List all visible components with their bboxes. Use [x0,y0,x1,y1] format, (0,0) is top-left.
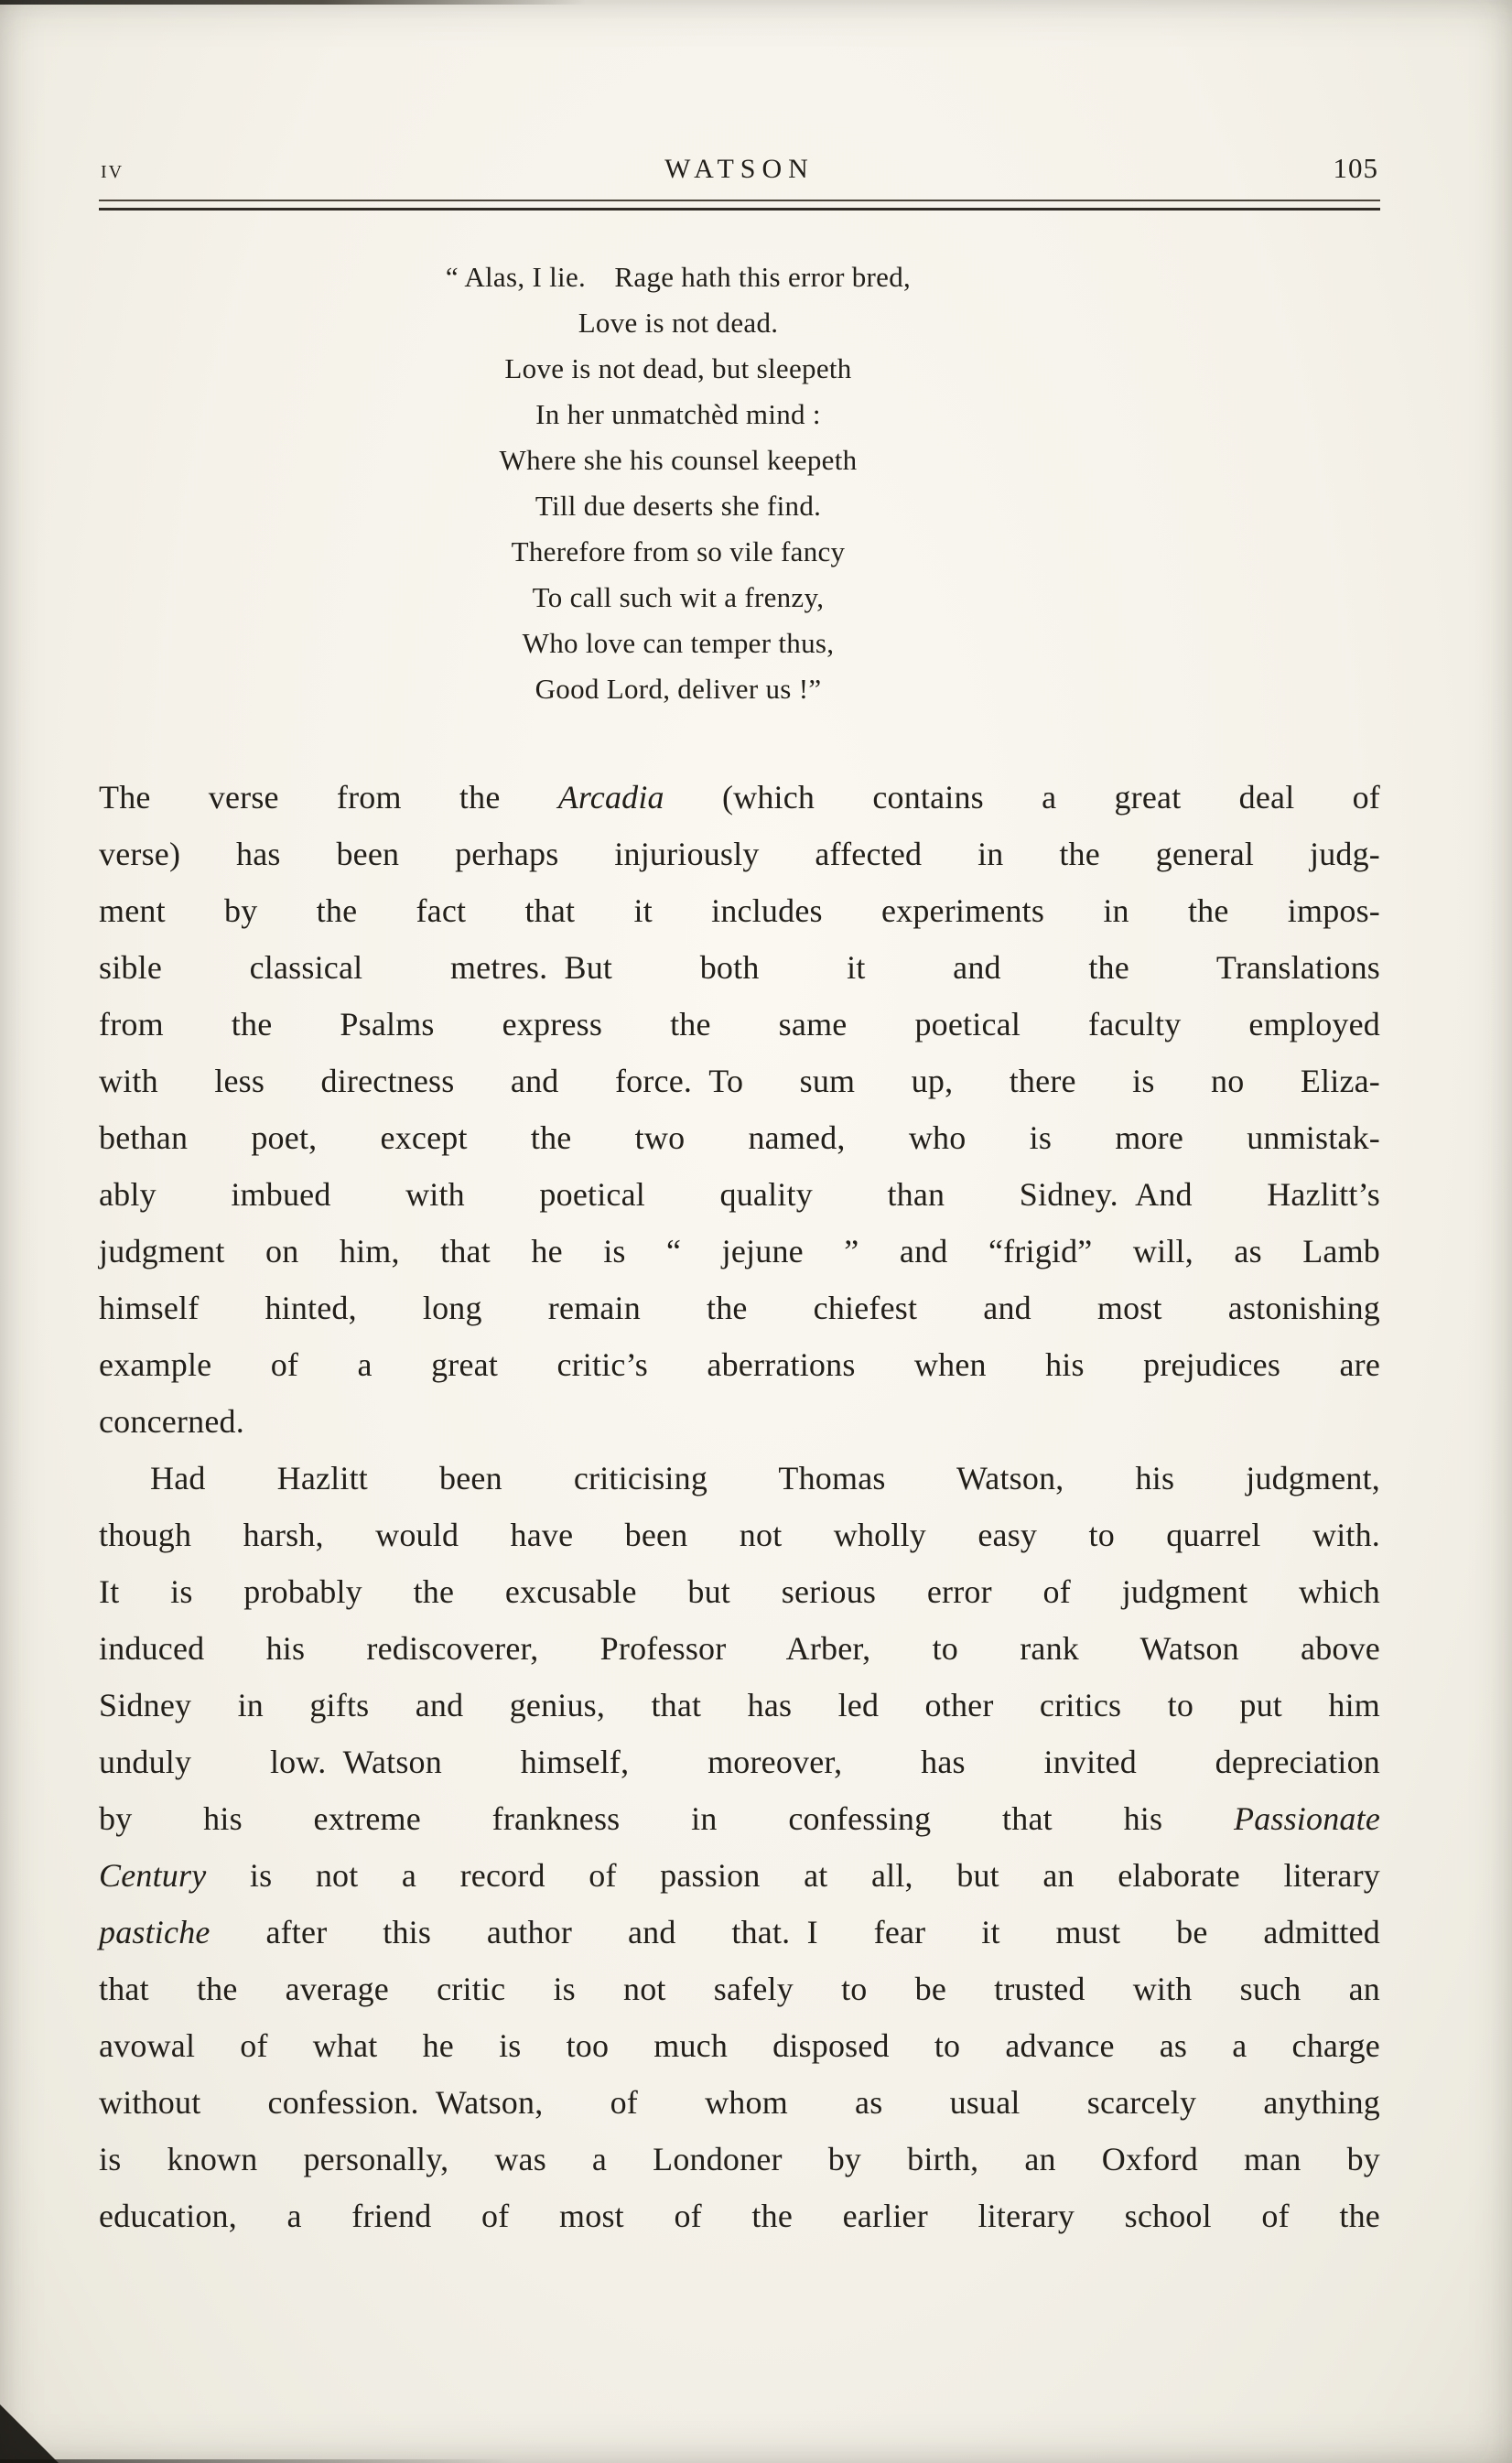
text-line: without confession. Watson, of whom as usual scarcely anything [99,2084,1380,2121]
text-line: by his extreme frankness in confessing that his Passionate [99,1800,1380,1837]
text-line: judgment on him, that he is “ jejune ” and “frigid” will, as Lamb [99,1233,1380,1269]
poem-block [317,254,1040,712]
page-content [99,0,1380,2244]
text-line: avowal of what he is too much disposed to advance as a charge [99,2027,1380,2064]
text-line: Sidney in gifts and genius, that has led other critics to put him [99,1687,1380,1723]
text-line: unduly low. Watson himself, moreover, has invited depreciation [99,1744,1380,1780]
text-line: concerned. [99,1403,244,1440]
text-line: sible classical metres. But both it and the Translations [99,949,1380,986]
text-line: example of a great critic’s aberrations when his prejudices are [99,1346,1380,1383]
poem-line: Love is not dead, but sleepeth [504,352,852,384]
text-line: ment by the fact that it includes experiments in the impos- [99,892,1380,929]
running-head-title: WATSON [664,154,815,184]
text-line: himself hinted, long remain the chiefest and most astonishing [99,1290,1380,1326]
poem-line: Good Lord, deliver us !” [535,673,822,705]
text-line: induced his rediscoverer, Professor Arber, to rank Watson above [99,1630,1380,1667]
paragraph [99,1450,1380,2244]
poem-line: Where she his counsel keepeth [499,444,858,476]
text-line: from the Psalms express the same poetical faculty employed [99,1006,1380,1042]
poem-line: Who love can temper thus, [522,627,835,659]
text-line: is known personally, was a Londoner by birth, an Oxford man by [99,2141,1380,2177]
poem-line: Love is not dead. [578,307,779,339]
poem-line: To call such wit a frenzy, [532,581,825,613]
text-line: though harsh, would have been not wholly easy to quarrel with. [99,1517,1380,1553]
text-line: pastiche after this author and that. I fear it must be admitted [99,1914,1380,1950]
page-number: 105 [1333,152,1378,184]
text-line: Century is not a record of passion at all, but an elaborate literary [99,1857,1380,1894]
text-line: The verse from the Arcadia (which contains a great deal of [99,779,1380,816]
text-line: It is probably the excusable but serious error of judgment which [99,1573,1380,1610]
header-rule [99,200,1380,211]
poem-line: In her unmatchèd mind : [535,398,821,430]
text-line: education, a friend of most of the earlier literary school of the [99,2198,1380,2234]
poem-line: “ Alas, I lie. Rage hath this error bred, [445,261,912,293]
poem-line: Till due deserts she find. [535,490,822,522]
scan-artifact-bottom-edge [0,2459,513,2463]
body-text [99,769,1380,2244]
text-line: bethan poet, except the two named, who is more unmistak- [99,1119,1380,1156]
poem-line: Therefore from so vile fancy [511,535,846,567]
text-line: ably imbued with poetical quality than Sidney. And Hazlitt’s [99,1176,1380,1213]
paragraph [99,769,1380,1450]
text-line: that the average critic is not safely to be trusted with such an [99,1971,1380,2007]
text-line: with less directness and force. To sum up, there is no Eliza- [99,1063,1380,1099]
running-header [99,145,1380,185]
signature-mark: iv [101,156,124,184]
text-line: Had Hazlitt been criticising Thomas Watson, his judgment, [150,1460,1380,1496]
scan-artifact-corner [0,2404,59,2463]
text-line: verse) has been perhaps injuriously affected in the general judg- [99,836,1380,872]
